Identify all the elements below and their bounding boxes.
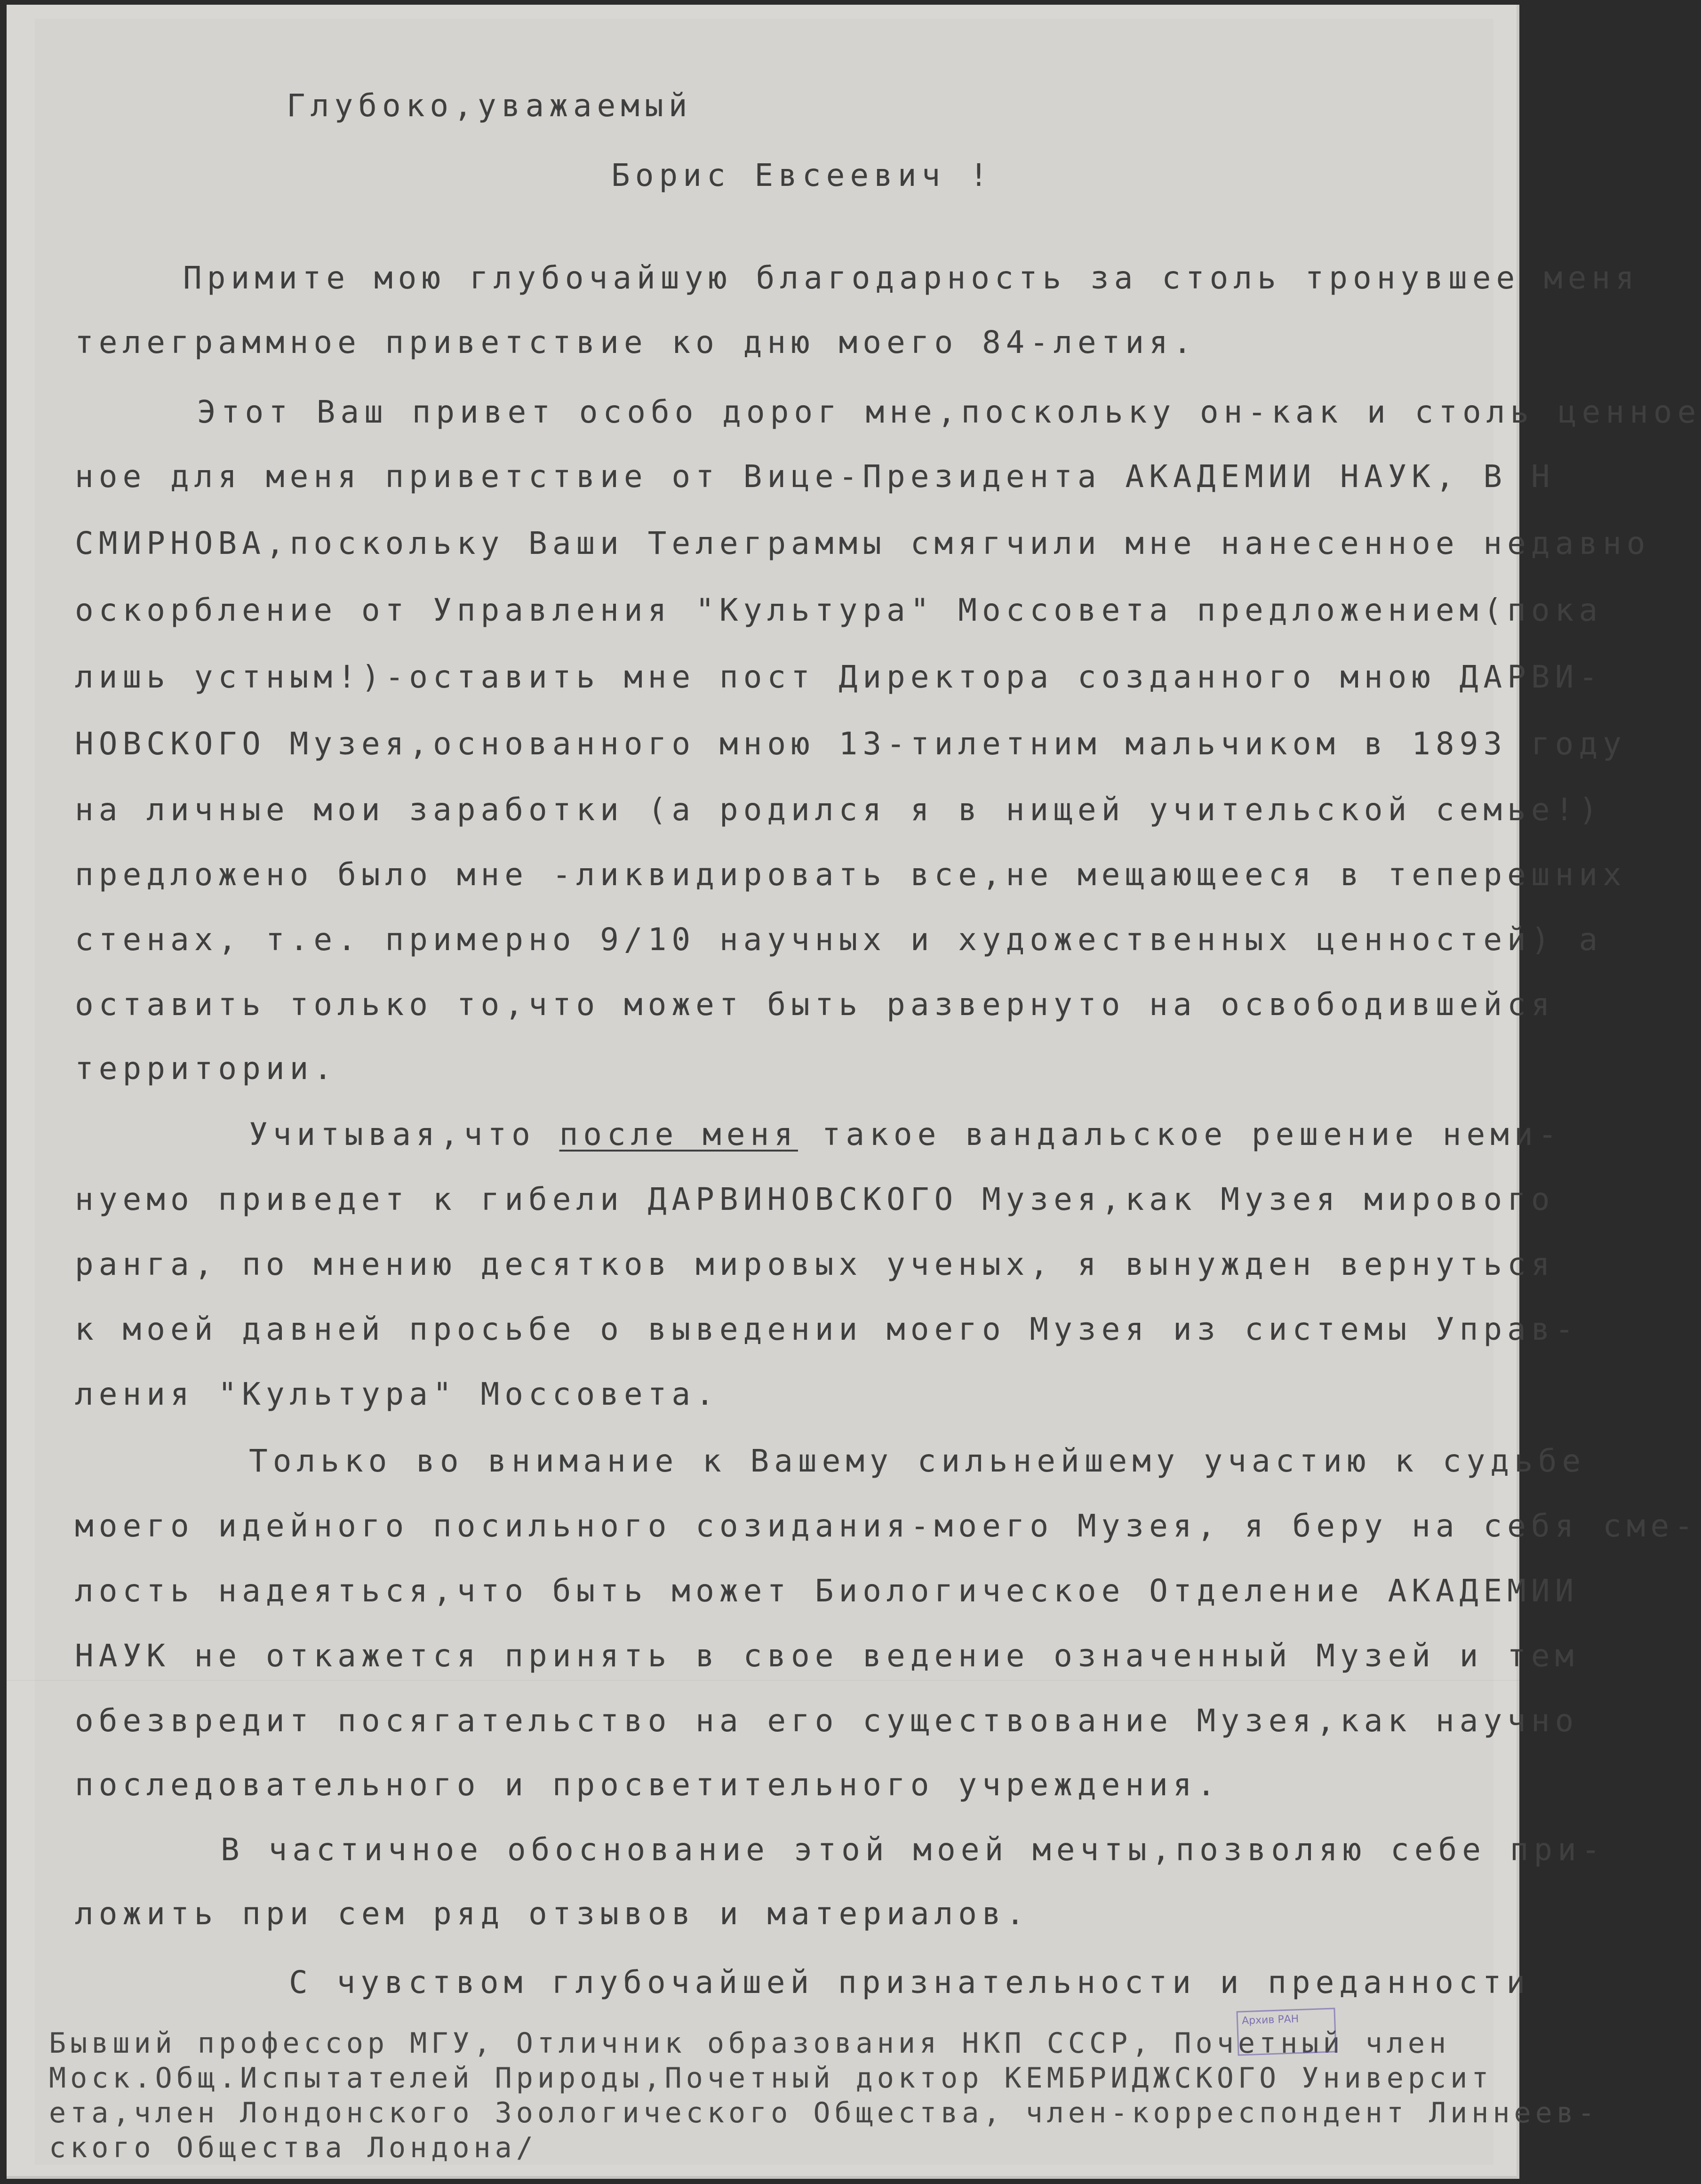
body-line: Только во внимание к Вашему сильнейшему участию к судьбе bbox=[249, 1443, 1586, 1479]
body-line: последовательного и просветительного учреждения. bbox=[75, 1767, 1221, 1803]
archive-stamp bbox=[1236, 2008, 1336, 2056]
body-line: ное для меня приветствие от Вице-Президента АКАДЕМИИ НАУК, В Н bbox=[75, 458, 1555, 495]
salutation-line-2: Борис Евсеевич ! bbox=[611, 157, 993, 193]
body-line: лость надеяться,что быть может Биологическое Отделение АКАДЕМИИ bbox=[75, 1573, 1579, 1609]
letter-sheet bbox=[35, 19, 1701, 2165]
paper-crease bbox=[7, 1680, 1519, 1681]
closing-line: С чувством глубочайшей признательности и преданности bbox=[289, 1964, 1531, 2000]
body-line-prefix: Учитывая,что bbox=[249, 1116, 559, 1152]
body-line: моего идейного посильного созидания-моего Музея, я беру на себя сме- bbox=[75, 1508, 1699, 1544]
body-line: лишь устным!)-оставить мне пост Директора созданного мною ДАРВИ- bbox=[75, 659, 1603, 695]
footer-line: Бывший профессор МГУ, Отличник образования НКП СССР, Почетный член bbox=[49, 2027, 1451, 2060]
body-line: стенах, т.е. примерно 9/10 научных и художественных ценностей) а bbox=[75, 921, 1603, 958]
body-line: к моей давней просьбе о выведении моего Музея из системы Управ- bbox=[75, 1311, 1579, 1347]
footer-line: Моск.Общ.Испытателей Природы,Почетный доктор КЕМБРИДЖСКОГО Университ bbox=[49, 2062, 1493, 2095]
body-line: Этот Ваш привет особо дорог мне,поскольку он-как и столь ценное bbox=[197, 394, 1701, 430]
body-line bbox=[249, 1116, 1562, 1152]
body-line: ления "Культура" Моссовета. bbox=[75, 1376, 719, 1412]
body-line: на личные мои заработки (а родился я в нищей учительской семье!) bbox=[75, 792, 1603, 828]
footer-line: ета,член Лондонского Зоологического Общества, член-корреспондент Линнеев- bbox=[49, 2096, 1599, 2129]
body-line: обезвредит посягательство на его существование Музея,как научно bbox=[75, 1703, 1579, 1739]
body-line: В частичное обоснование этой моей мечты,позволяю себе при- bbox=[221, 1832, 1605, 1868]
body-line: ранга, по мнению десятков мировых ученых, я вынужден вернуться bbox=[75, 1246, 1555, 1282]
body-line: оскорбление от Управления "Культура" Моссовета предложением(пока bbox=[75, 592, 1603, 628]
salutation-line-1: Глубоко,уважаемый bbox=[287, 88, 693, 124]
underlined-phrase: после меня bbox=[559, 1116, 798, 1152]
footer-line: ского Общества Лондона/ bbox=[49, 2131, 537, 2164]
body-line: НАУК не откажется принять в свое ведение означенный Музей и тем bbox=[75, 1638, 1579, 1674]
body-line: территории. bbox=[75, 1050, 338, 1087]
body-line-suffix: такое вандальское решение неми- bbox=[798, 1116, 1562, 1152]
archive-stamp-text: Архив РАН bbox=[1241, 2013, 1299, 2027]
body-line: СМИРНОВА,поскольку Ваши Телеграммы смягчили мне нанесенное недавно bbox=[75, 525, 1651, 561]
body-line: НОВСКОГО Музея,основанного мною 13-тилетним мальчиком в 1893 году bbox=[75, 726, 1627, 762]
body-line: предложено было мне -ликвидировать все,не мещающееся в теперешних bbox=[75, 856, 1627, 893]
body-line: нуемо приведет к гибели ДАРВИНОВСКОГО Музея,как Музея мирового bbox=[75, 1181, 1555, 1217]
body-line: телеграммное приветствие ко дню моего 84-летия. bbox=[75, 324, 1197, 360]
document-page bbox=[7, 5, 1701, 2179]
body-line: ложить при сем ряд отзывов и материалов. bbox=[75, 1896, 1030, 1932]
body-line: Примите мою глубочайшую благодарность за столь тронувшее меня bbox=[183, 260, 1639, 296]
body-line: оставить только то,что может быть развернуто на освободившейся bbox=[75, 986, 1555, 1023]
